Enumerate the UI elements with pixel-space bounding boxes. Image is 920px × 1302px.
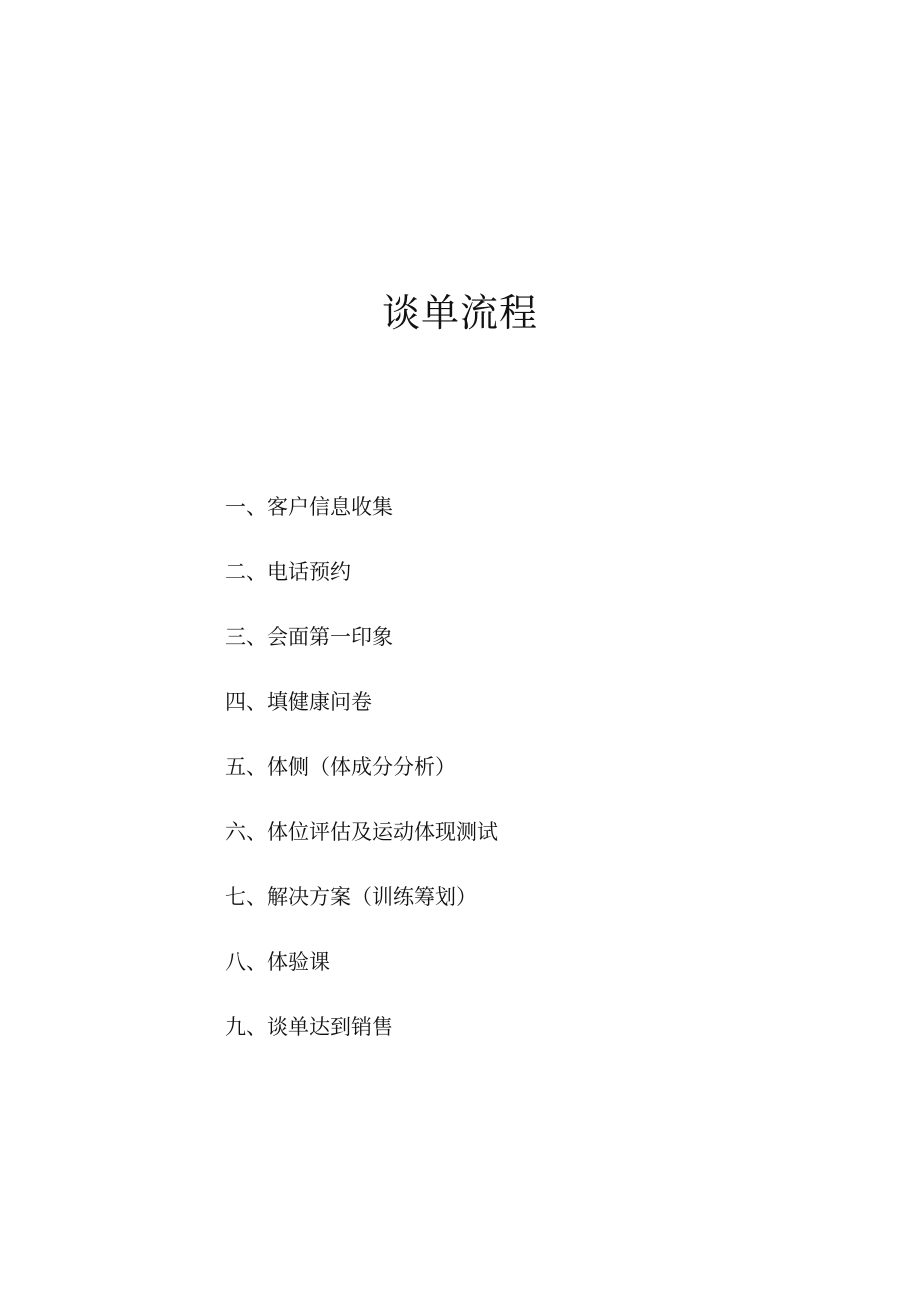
- step-1: 一、客户信息收集: [225, 495, 393, 519]
- step-5: 五、体侧（体成分分析）: [225, 755, 456, 779]
- process-step-list: [225, 490, 498, 1075]
- step-2: 二、电话预约: [225, 560, 351, 584]
- step-7: 七、解决方案（训练筹划）: [225, 885, 477, 909]
- step-3: 三、会面第一印象: [225, 625, 393, 649]
- step-4: 四、填健康问卷: [225, 690, 372, 714]
- step-9: 九、谈单达到销售: [225, 1015, 393, 1039]
- step-6: 六、体位评估及运动体现测试: [225, 820, 498, 844]
- step-8: 八、体验课: [225, 950, 330, 974]
- page-title: 谈单流程: [381, 291, 538, 336]
